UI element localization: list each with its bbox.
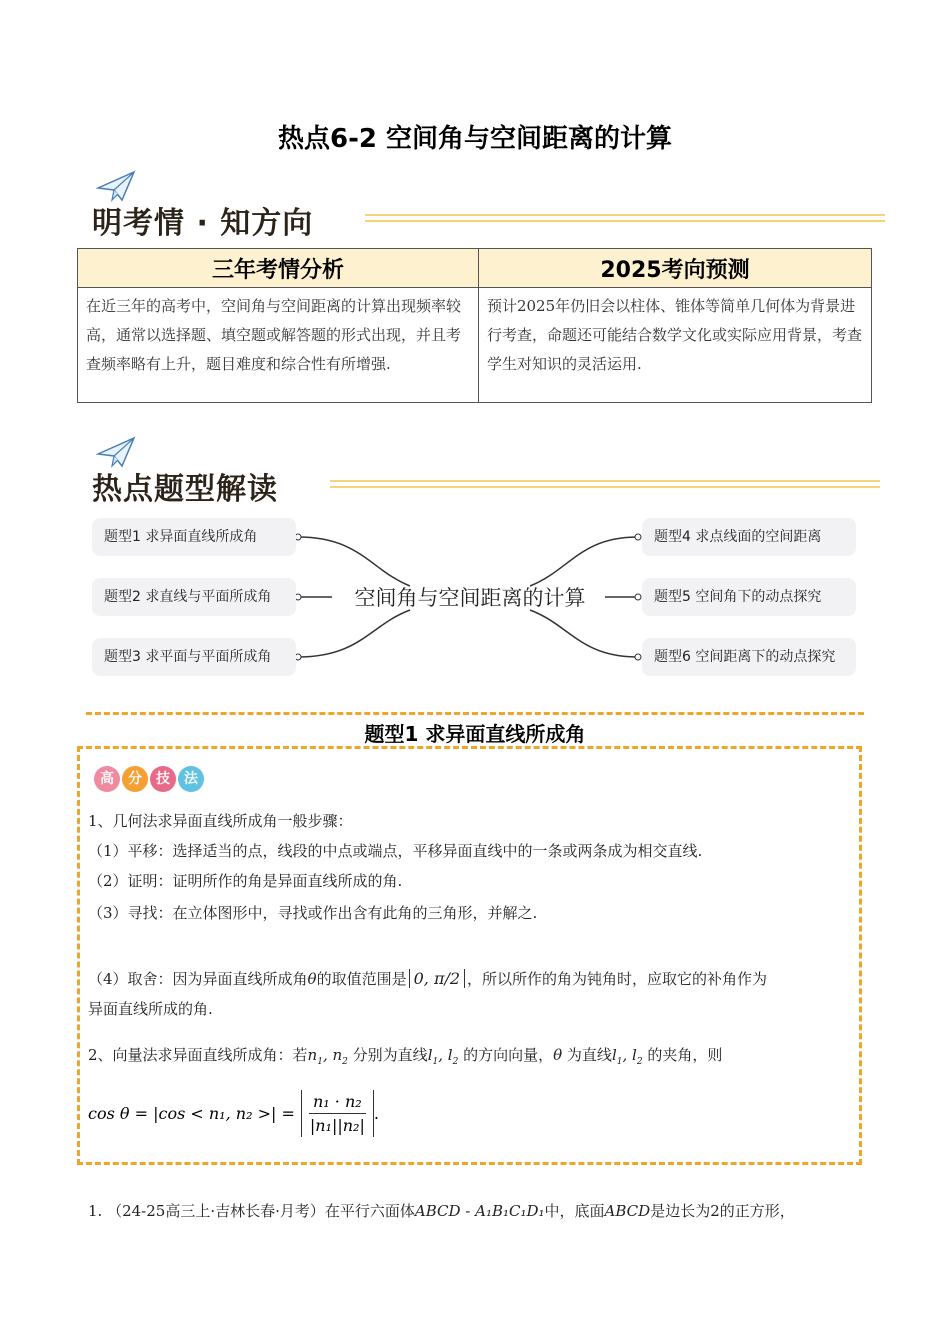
mindmap-center: 空间角与空间距离的计算 [354, 586, 586, 610]
type1-title: 题型1 求异面直线所成角 [364, 722, 586, 746]
theta-symbol: θ [307, 970, 317, 988]
section-heading-hot-types: 热点题型解读 [92, 464, 278, 508]
method-line: 异面直线所成的角. [88, 1000, 213, 1018]
page-title: 热点6-2 空间角与空间距离的计算 [277, 124, 673, 154]
method-line: （3）寻找：在立体图形中，寻找或作出含有此角的三角形，并解之. [88, 904, 538, 922]
table-header: 2025考向预测 [478, 249, 871, 288]
solid-name: ABCD - A₁B₁C₁D₁ [414, 1202, 545, 1220]
section-divider [365, 214, 885, 216]
mindmap-node-type4: 题型4 求点线面的空间距离 [642, 518, 856, 556]
section-divider [330, 480, 880, 482]
formula-cos: cos θ = |cos < n₁, n₂ >| = $\frac{\text{n₁ · n₂}}{\text{|n₁||n₂|}}$ . [88, 1091, 379, 1135]
section-divider [330, 486, 880, 488]
method-line-step4: （4）取舍：因为异面直线所成角θ的取值范围是 0, π/2 ，所以所作的角为钝角时，应取它的补角作为 [88, 969, 768, 988]
range-interval: 0, π/2 [409, 969, 465, 988]
badge-char: 技 [150, 766, 176, 792]
section-divider [365, 220, 885, 222]
method-line: 1、几何法求异面直线所成角一般步骤： [88, 812, 353, 830]
exam-analysis-table [77, 248, 872, 403]
mindmap-node-type1: 题型1 求异面直线所成角 [92, 518, 296, 556]
badge-char: 分 [122, 766, 148, 792]
high-score-badges [94, 766, 206, 792]
method-line: （2）证明：证明所作的角是异面直线所成的角. [88, 872, 403, 890]
badge-char: 高 [94, 766, 120, 792]
table-cell: 在近三年的高考中，空间角与空间距离的计算出现频率较高，通常以选择题、填空题或解答题的形式出现，并且考查频率略有上升，题目难度和综合性有所增强. [78, 288, 479, 403]
mindmap-node-type5: 题型5 空间角下的动点探究 [642, 578, 856, 616]
table-cell: 预计2025年仍旧会以柱体、锥体等简单几何体为背景进行考查，命题还可能结合数学文化或实际应用背景，考查学生对知识的灵活运用. [478, 288, 871, 403]
section-heading-exam-analysis: 明考情 · 知方向 [92, 198, 313, 242]
mindmap-node-type3: 题型3 求平面与平面所成角 [92, 638, 296, 676]
formula-fraction: $\frac{\text{n₁ · n₂}}{\text{|n₁||n₂|}}$ [301, 1090, 374, 1137]
mindmap-node-type2: 题型2 求直线与平面所成角 [92, 578, 296, 616]
method-line-vector: 2、向量法求异面直线所成角：若$n_1$, $n_2$ 分别为直线$l_1$, $l_2$ 的方向向量，θ 为直线$l_1$, $l_2$ 的夹角，则 [88, 1046, 723, 1067]
badge-char: 法 [178, 766, 204, 792]
method-line: （1）平移：选择适当的点，线段的中点或端点，平移异面直线中的一条或两条成为相交直线. [88, 842, 703, 860]
question-1: 1. （24-25高三上·吉林长春·月考）在平行六面体ABCD - A₁B₁C₁D₁中，底面ABCD是边长为2的正方形， [88, 1202, 795, 1220]
mindmap-node-type6: 题型6 空间距离下的动点探究 [642, 638, 856, 676]
table-header: 三年考情分析 [78, 249, 479, 288]
section-dashed-divider [86, 712, 864, 715]
